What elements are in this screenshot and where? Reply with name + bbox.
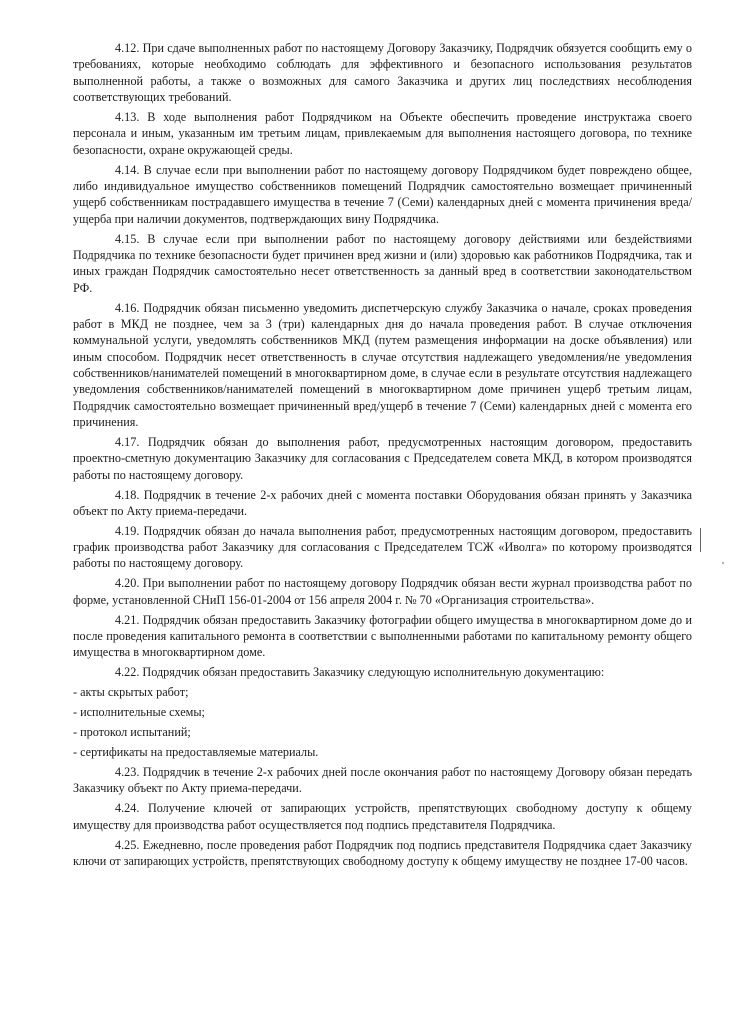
clause-4-14: 4.14. В случае если при выполнении работ по настоящему договору Подрядчиком будет повреждено общее, либо индивидуальное имущество собственников помещений Подрядчик самостоятельно возмещает причиненный ущерб собственникам пострадавшего имущества в течение 7 (Семи) календарных дней с момента причинения вреда/ ущерба при наличии документов, подтверждающих вину Подрядчика. — [73, 162, 692, 226]
list-item: - исполнительные схемы; — [73, 705, 205, 720]
clause-4-21: 4.21. Подрядчик обязан предоставить Заказчику фотографии общего имущества в многоквартирном доме до и после проведения капитального ремонта в соответствии с выполненными работами по капитальному ремонту общего имущества в многоквартирном доме. — [73, 612, 692, 660]
clause-4-22: 4.22. Подрядчик обязан предоставить Заказчику следующую исполнительную документацию: — [115, 665, 605, 680]
clause-4-18: 4.18. Подрядчик в течение 2-х рабочих дней с момента поставки Оборудования обязан принять у Заказчика объект по Акту приема-передачи. — [73, 487, 692, 518]
clause-4-25: 4.25. Ежедневно, после проведения работ Подрядчик под подпись представителя Подрядчика сдает Заказчику ключи от запирающих устройств, препятствующих свободному доступу к общему имуществу не позднее 17-00 часов. — [73, 837, 692, 868]
clause-4-12: 4.12. При сдаче выполненных работ по настоящему Договору Заказчику, Подрядчик обязуется сообщить ему о требованиях, которые необходимо соблюдать для эффективного и безопасного использования результатов выполненной работы, а также о возможных для самого Заказчика и других лиц последствиях несоблюдения соответствующих требований. — [73, 41, 692, 105]
clause-4-24: 4.24. Получение ключей от запирающих устройств, препятствующих свободному доступу к общему имуществу для производства работ осуществляется под подпись представителя Подрядчика. — [73, 801, 692, 832]
clause-4-17: 4.17. Подрядчик обязан до выполнения работ, предусмотренных настоящим договором, предоставить проектно-сметную документацию Заказчику для согласования с Председателем совета МКД, в котором производятся работы по настоящему договору. — [73, 434, 692, 482]
list-item: - протокол испытаний; — [73, 725, 191, 740]
scan-speck — [722, 562, 724, 564]
clause-4-19: 4.19. Подрядчик обязан до начала выполнения работ, предусмотренных настоящим договором, предоставить график производства работ Заказчику для согласования с Председателем ТСЖ «Иволга» по которому производятся работы по настоящему договору. — [73, 523, 692, 571]
margin-scan-mark — [700, 528, 701, 552]
clause-4-16: 4.16. Подрядчик обязан письменно уведомить диспетчерскую службу Заказчика о начале, сроках проведения работ в МКД не позднее, чем за 3 (три) календарных дня до начала проведения работ. В случае отключения коммунальной услуги, уведомлять собственников МКД (путем размещения информации на доске объявления) или иным способом. Подрядчик несет ответственность в случае отсутствия надлежащего уведомления/не уведомления собственников/нанимателей помещений в многоквартирном доме, в случае если в результате отсутствия надлежащего уведомления собственников/нанимателей помещений в многоквартирном доме причинен ущерб третьим лицам, Подрядчик самостоятельно возмещает причиненный вред/ущерб в течение 7 (Семи) календарных дней с момента его причинения. — [73, 300, 692, 429]
list-item: - акты скрытых работ; — [73, 685, 189, 700]
list-item: - сертификаты на предоставляемые материалы. — [73, 745, 319, 760]
documentation-list — [73, 684, 692, 760]
clause-4-23: 4.23. Подрядчик в течение 2-х рабочих дней после окончания работ по настоящему Договору обязан передать Заказчику объект по Акту приема-передачи. — [73, 765, 692, 796]
clause-4-15: 4.15. В случае если при выполнении работ по настоящему договору действиями или бездействиями Подрядчика по технике безопасности будет причинен вред жизни и (или) здоровью как работников Подрядчика, так и иных граждан Подрядчик самостоятельно несет ответственность за данный вред в соответствии законодательством РФ. — [73, 231, 692, 295]
clause-4-13: 4.13. В ходе выполнения работ Подрядчиком на Объекте обеспечить проведение инструктажа своего персонала и иным, указанным им третьим лицам, привлекаемым для выполнения настоящего договора, по технике безопасности, охране окружающей среды. — [73, 109, 692, 157]
clause-4-20: 4.20. При выполнении работ по настоящему договору Подрядчик обязан вести журнал производства работ по форме, установленной СНиП 156-01-2004 от 156 апреля 2004 г. № 70 «Организация строительства». — [73, 576, 692, 607]
